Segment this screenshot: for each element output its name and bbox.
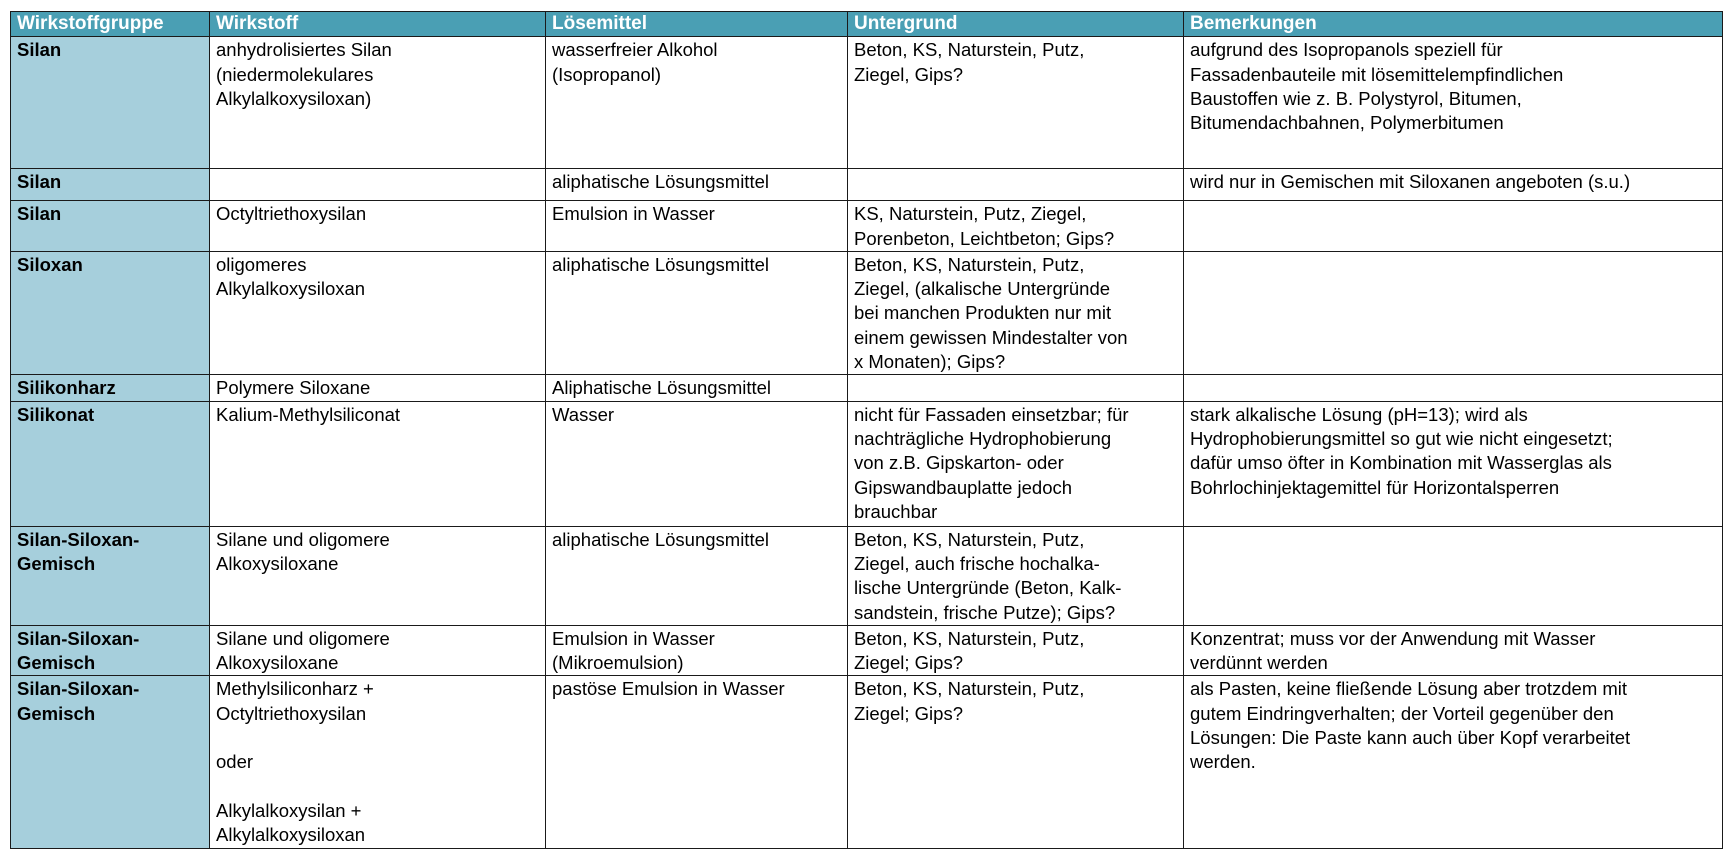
- table-header: [11, 12, 1723, 37]
- cell-loesemittel: pastöse Emulsion in Wasser: [546, 676, 848, 848]
- cell-bemerkungen: [1184, 526, 1723, 625]
- cell-wirkstoffgruppe: Silan: [11, 169, 210, 201]
- header-loesemittel: Lösemittel: [546, 12, 848, 37]
- cell-untergrund: nicht für Fassaden einsetzbar; für nachträgliche Hydrophobierung von z.B. Gipskarton- oder Gipswandbauplatte jedoch brauchbar: [848, 401, 1184, 526]
- cell-loesemittel: Emulsion in Wasser: [546, 201, 848, 252]
- cell-untergrund: Beton, KS, Naturstein, Putz, Ziegel; Gips?: [848, 625, 1184, 676]
- cell-wirkstoff: Polymere Siloxane: [210, 375, 546, 401]
- cell-wirkstoffgruppe: Siloxan: [11, 251, 210, 374]
- cell-wirkstoff: Silane und oligomere Alkoxysiloxane: [210, 625, 546, 676]
- cell-bemerkungen: [1184, 375, 1723, 401]
- cell-loesemittel: aliphatische Lösungsmittel: [546, 169, 848, 201]
- cell-wirkstoff: Kalium-Methylsiliconat: [210, 401, 546, 526]
- cell-wirkstoffgruppe: Silan-Siloxan- Gemisch: [11, 676, 210, 848]
- cell-wirkstoffgruppe: Silan: [11, 37, 210, 169]
- cell-wirkstoffgruppe: Silikonat: [11, 401, 210, 526]
- cell-bemerkungen: stark alkalische Lösung (pH=13); wird als Hydrophobierungsmittel so gut wie nicht eingesetzt; dafür umso öfter in Kombination mit Wasserglas als Bohrlochinjektagemittel für Horizontalsperren: [1184, 401, 1723, 526]
- table-row: [11, 251, 1723, 374]
- cell-wirkstoffgruppe: Silikonharz: [11, 375, 210, 401]
- cell-wirkstoff: Octyltriethoxysilan: [210, 201, 546, 252]
- cell-untergrund: Beton, KS, Naturstein, Putz, Ziegel, (alkalische Untergründe bei manchen Produkten nur mit einem gewissen Mindestalter von x Monaten); Gips?: [848, 251, 1184, 374]
- table-row: [11, 401, 1723, 526]
- table-body: [11, 37, 1723, 848]
- cell-bemerkungen: aufgrund des Isopropanols speziell für Fassadenbauteile mit lösemittelempfindlichen Baustoffen wie z. B. Polystyrol, Bitumen, Bitumendachbahnen, Polymerbitumen: [1184, 37, 1723, 169]
- cell-untergrund: [848, 375, 1184, 401]
- cell-wirkstoff: Methylsiliconharz + Octyltriethoxysilan oder Alkylalkoxysilan + Alkylalkoxysiloxan: [210, 676, 546, 848]
- cell-wirkstoff: oligomeres Alkylalkoxysiloxan: [210, 251, 546, 374]
- cell-loesemittel: Aliphatische Lösungsmittel: [546, 375, 848, 401]
- cell-wirkstoffgruppe: Silan: [11, 201, 210, 252]
- hydrophobing-agents-table: [10, 11, 1723, 849]
- cell-bemerkungen: [1184, 251, 1723, 374]
- cell-bemerkungen: wird nur in Gemischen mit Siloxanen angeboten (s.u.): [1184, 169, 1723, 201]
- cell-untergrund: Beton, KS, Naturstein, Putz, Ziegel; Gips?: [848, 676, 1184, 848]
- table-row: [11, 37, 1723, 169]
- cell-bemerkungen: als Pasten, keine fließende Lösung aber trotzdem mit gutem Eindringverhalten; der Vorteil gegenüber den Lösungen: Die Paste kann auch über Kopf verarbeitet werden.: [1184, 676, 1723, 848]
- header-wirkstoffgruppe: Wirkstoffgruppe: [11, 12, 210, 37]
- cell-loesemittel: aliphatische Lösungsmittel: [546, 526, 848, 625]
- table-row: [11, 676, 1723, 848]
- cell-loesemittel: aliphatische Lösungsmittel: [546, 251, 848, 374]
- cell-untergrund: [848, 169, 1184, 201]
- cell-wirkstoffgruppe: Silan-Siloxan- Gemisch: [11, 625, 210, 676]
- cell-wirkstoffgruppe: Silan-Siloxan- Gemisch: [11, 526, 210, 625]
- cell-untergrund: Beton, KS, Naturstein, Putz, Ziegel, Gips?: [848, 37, 1184, 169]
- header-untergrund: Untergrund: [848, 12, 1184, 37]
- cell-wirkstoff: anhydrolisiertes Silan (niedermolekulares Alkylalkoxysiloxan): [210, 37, 546, 169]
- table-row: [11, 169, 1723, 201]
- table-row: [11, 201, 1723, 252]
- cell-untergrund: KS, Naturstein, Putz, Ziegel, Porenbeton, Leichtbeton; Gips?: [848, 201, 1184, 252]
- cell-loesemittel: Emulsion in Wasser (Mikroemulsion): [546, 625, 848, 676]
- cell-loesemittel: wasserfreier Alkohol (Isopropanol): [546, 37, 848, 169]
- cell-wirkstoff: [210, 169, 546, 201]
- cell-bemerkungen: Konzentrat; muss vor der Anwendung mit Wasser verdünnt werden: [1184, 625, 1723, 676]
- cell-loesemittel: Wasser: [546, 401, 848, 526]
- header-wirkstoff: Wirkstoff: [210, 12, 546, 37]
- header-bemerkungen: Bemerkungen: [1184, 12, 1723, 37]
- header-row: [11, 12, 1723, 37]
- cell-bemerkungen: [1184, 201, 1723, 252]
- cell-untergrund: Beton, KS, Naturstein, Putz, Ziegel, auch frische hochalka- lische Untergründe (Beton, Kalk- sandstein, frische Putze); Gips?: [848, 526, 1184, 625]
- cell-wirkstoff: Silane und oligomere Alkoxysiloxane: [210, 526, 546, 625]
- table-row: [11, 375, 1723, 401]
- table-row: [11, 526, 1723, 625]
- table-row: [11, 625, 1723, 676]
